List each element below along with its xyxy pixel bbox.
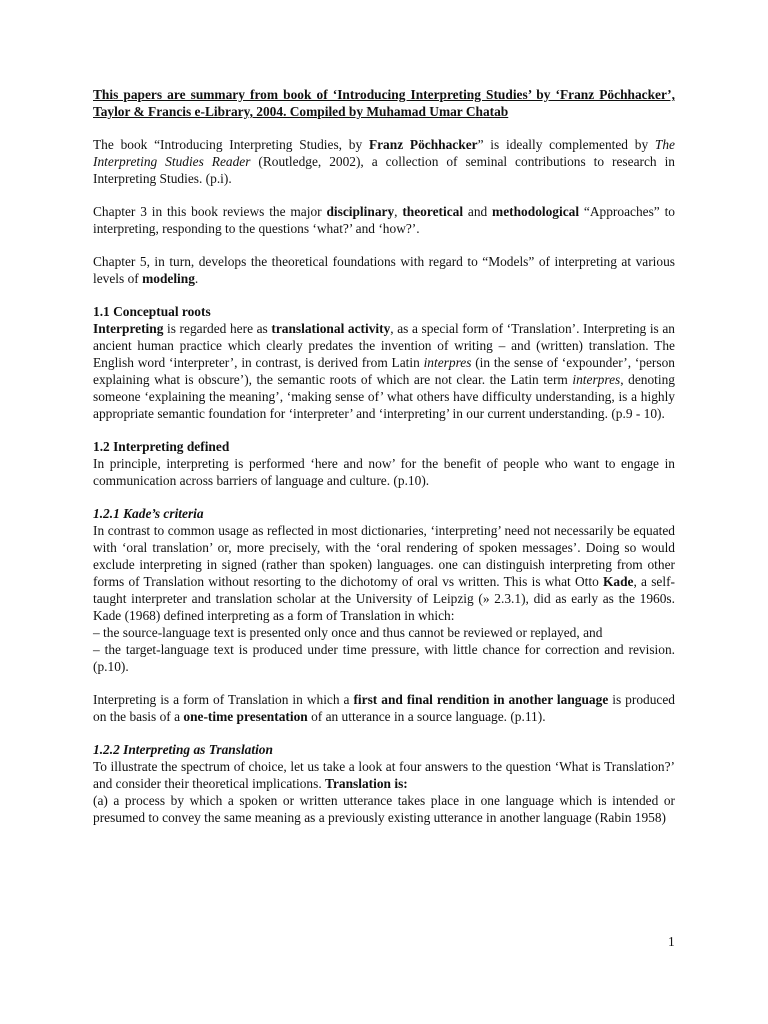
bold-term: methodological — [492, 204, 580, 219]
page-number: 1 — [668, 934, 675, 949]
text-run: ” is ideally complemented by — [477, 137, 655, 152]
text-run: (in the sense of ‘expounder’, ‘person explaining what is obscure’), the semantic roots of which are not clear. the Latin term — [93, 355, 675, 387]
book-title: The Interpreting Studies Reader — [93, 137, 675, 169]
bold-term: Translation is: — [325, 776, 408, 791]
bold-term: modeling — [142, 271, 195, 286]
document-title: This papers are summary from book of ‘Introducing Interpreting Studies’ by ‘Franz Pöchhacker’, Taylor & Francis e-Library, 2004. Compiled by Muhamad Umar Chatab — [93, 87, 675, 119]
bold-term: translational activity — [271, 321, 391, 336]
section-1-2-2 — [93, 741, 675, 826]
bold-term: one-time presentation — [183, 709, 308, 724]
text-run: of an utterance in a source language. (p.11). — [307, 709, 546, 724]
text-run: . — [194, 271, 199, 286]
text-run: , — [394, 204, 403, 219]
intro-paragraph-3 — [93, 253, 675, 287]
text-run: Chapter 3 in this book reviews the major — [93, 204, 327, 219]
author-name: Franz Pöchhacker — [368, 137, 478, 152]
list-item: – the target-language text is produced under time pressure, with little chance for correction and revision. (p.10). — [93, 642, 675, 674]
text-run: , a self-taught interpreter and translation scholar at the University of Leipzig (» 2.3.1), did as early as the 1960s. Kade (1968) defined interpreting as a form of Translation in which: — [93, 574, 675, 623]
text-run: “Approaches” to interpreting, responding to the questions ‘what?’ and ‘how?’. — [93, 204, 675, 236]
section-heading: 1.2.2 Interpreting as Translation — [93, 742, 273, 757]
section-paragraph — [93, 522, 675, 624]
list-item: (a) a process by which a spoken or written utterance takes place in one language which is intended or presumed to convey the same meaning as a previously existing utterance in another language (Rabin 1958) — [93, 793, 675, 825]
section-paragraph — [93, 758, 675, 792]
intro-paragraph-1 — [93, 136, 675, 187]
text-run: Chapter 5, in turn, develops the theoretical foundations with regard to “Models” of interpreting at various levels of — [93, 254, 675, 286]
text-run: , denoting someone ‘explaining the meaning’, ‘making sense of’ what others have difficulty understanding, is a highly appropriate semantic foundation for ‘interpreter’ and ‘interpreting’ in our current understanding. (p.9 - 10). — [93, 372, 675, 421]
section-heading: 1.1 Conceptual roots — [93, 304, 211, 319]
bold-term: Kade — [602, 574, 634, 589]
definition-paragraph — [93, 691, 675, 725]
bold-term: theoretical — [402, 204, 464, 219]
bold-term: first and final rendition in another language — [353, 692, 609, 707]
section-1-1 — [93, 303, 675, 422]
text-run: , as a special form of ‘Translation’. Interpreting is an ancient human practice which clearly predates the invention of writing – and (written) translation. The English word ‘interpreter’, in contrast, is derived from Latin — [93, 321, 676, 370]
section-paragraph: In principle, interpreting is performed ‘here and now’ for the benefit of people who want to engage in communication across barriers of language and culture. (p.10). — [93, 456, 675, 488]
text-run: Interpreting is a form of Translation in which a — [93, 692, 354, 707]
text-run: The book “Introducing Interpreting Studies, by — [93, 137, 369, 152]
text-run: (Routledge, 2002), a collection of seminal contributions to research in Interpreting Studies. (p.i). — [93, 154, 675, 186]
text-run: and — [463, 204, 493, 219]
section-paragraph — [93, 320, 675, 422]
italic-term: interpres — [423, 355, 472, 370]
text-run: is produced on the basis of a — [93, 692, 676, 724]
bold-term: Interpreting — [93, 321, 164, 336]
section-heading: 1.2 Interpreting defined — [93, 439, 230, 454]
section-heading: 1.2.1 Kade’s criteria — [93, 506, 204, 521]
section-1-2-1 — [93, 505, 675, 675]
list-item: – the source-language text is presented only once and thus cannot be reviewed or replayed, and — [93, 625, 603, 640]
intro-paragraph-2 — [93, 203, 675, 237]
text-run: In contrast to common usage as reflected in most dictionaries, ‘interpreting’ need not necessarily be equated with ‘oral translation’ or, more precisely, with the ‘oral rendering of spoken messages’. Doing so would exclude interpreting in signed (rather than spoken) languages. one can distinguish interpreting from other forms of Translation without resorting to the dichotomy of oral vs written. This is what Otto — [93, 523, 675, 589]
section-1-2 — [93, 438, 675, 489]
text-run: To illustrate the spectrum of choice, let us take a look at four answers to the question ‘What is Translation?’ and consider their theoretical implications. — [93, 759, 675, 791]
bold-term: disciplinary — [326, 204, 395, 219]
text-run: is regarded here as — [163, 321, 272, 336]
document-page — [93, 86, 675, 842]
italic-term: interpres — [572, 372, 621, 387]
